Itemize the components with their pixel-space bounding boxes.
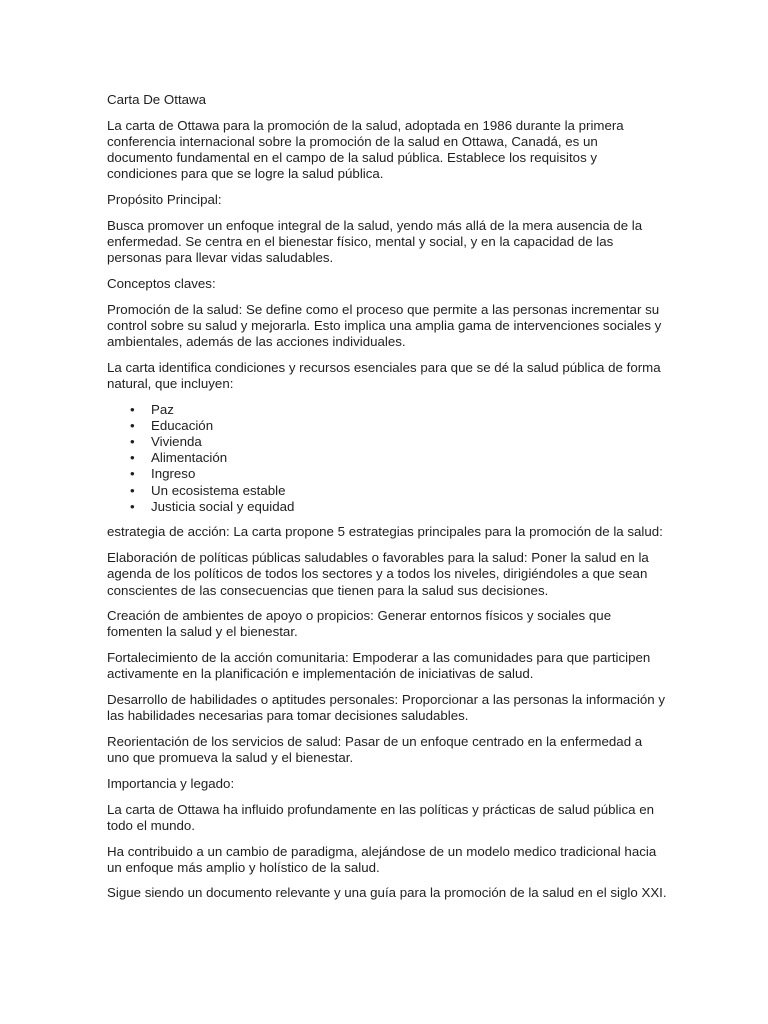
legacy-paragraph: Ha contribuido a un cambio de paradigma, alejándose de un modelo medico tradicional hacia un enfoque más amplio y holístico de la salud. bbox=[107, 843, 657, 875]
conditions-list bbox=[107, 402, 667, 515]
conditions-intro: La carta identifica condiciones y recursos esenciales para que se dé la salud pública de forma natural, que incluyen: bbox=[107, 359, 661, 391]
list-item: • Un ecosistema estable bbox=[151, 483, 667, 499]
strategy-paragraph: Reorientación de los servicios de salud: Pasar de un enfoque centrado en la enfermedad a uno que promueva la salud y el bienestar. bbox=[107, 734, 643, 766]
strategy-paragraph: Elaboración de políticas públicas saludables o favorables para la salud: Poner la salud en la agenda de los políticos de todos los sectores y a todos los niveles, dirigiéndoles a que sean conscientes de las consecuencias que tienen para la salud sus decisiones. bbox=[107, 550, 649, 598]
document-page bbox=[107, 92, 667, 911]
list-item: • Paz bbox=[151, 402, 667, 418]
purpose-paragraph: Busca promover un enfoque integral de la salud, yendo más allá de la mera ausencia de la enfermedad. Se centra en el bienestar físico, mental y social, y en la capacidad de las personas para llevar vidas saludables. bbox=[107, 217, 643, 266]
document-title: Carta De Ottawa bbox=[107, 92, 207, 107]
intro-paragraph: La carta de Ottawa para la promoción de la salud, adoptada en 1986 durante la primera conferencia internacional sobre la promoción de la salud en Ottawa, Canadá, es un documento fundamental en el campo de la salud pública. Establece los requisitos y condiciones para que se logre la salud pública. bbox=[107, 117, 624, 182]
list-item: • Vivienda bbox=[151, 434, 667, 450]
concepts-paragraph: Promoción de la salud: Se define como el proceso que permite a las personas incrementar su control sobre su salud y mejorarla. Esto implica una amplia gama de intervenciones sociales y ambientales, además de las acciones individuales. bbox=[107, 301, 662, 349]
concepts-heading: Conceptos claves: bbox=[107, 275, 216, 291]
list-item: • Ingreso bbox=[151, 466, 667, 482]
list-item: • Justicia social y equidad bbox=[151, 499, 667, 515]
list-item: • Educación bbox=[151, 418, 667, 434]
purpose-heading: Propósito Principal: bbox=[107, 192, 222, 208]
strategy-paragraph: Desarrollo de habilidades o aptitudes personales: Proporcionar a las personas la información y las habilidades necesarias para tomar decisiones saludables. bbox=[107, 692, 666, 724]
strategy-paragraph: Creación de ambientes de apoyo o propicios: Generar entornos físicos y sociales que fomenten la salud y el bienestar. bbox=[107, 608, 612, 640]
list-item: • Alimentación bbox=[151, 450, 667, 466]
legacy-paragraph: Sigue siendo un documento relevante y una guía para la promoción de la salud en el siglo XXI. bbox=[107, 885, 667, 901]
strategy-intro: estrategia de acción: La carta propone 5 estrategias principales para la promoción de la salud: bbox=[107, 524, 663, 540]
legacy-paragraph: La carta de Ottawa ha influido profundamente en las políticas y prácticas de salud pública en todo el mundo. bbox=[107, 801, 654, 833]
strategy-paragraph: Fortalecimiento de la acción comunitaria: Empoderar a las comunidades para que participen activamente en la planificación e implementación de iniciativas de salud. bbox=[107, 650, 651, 682]
legacy-heading: Importancia y legado: bbox=[107, 775, 235, 791]
